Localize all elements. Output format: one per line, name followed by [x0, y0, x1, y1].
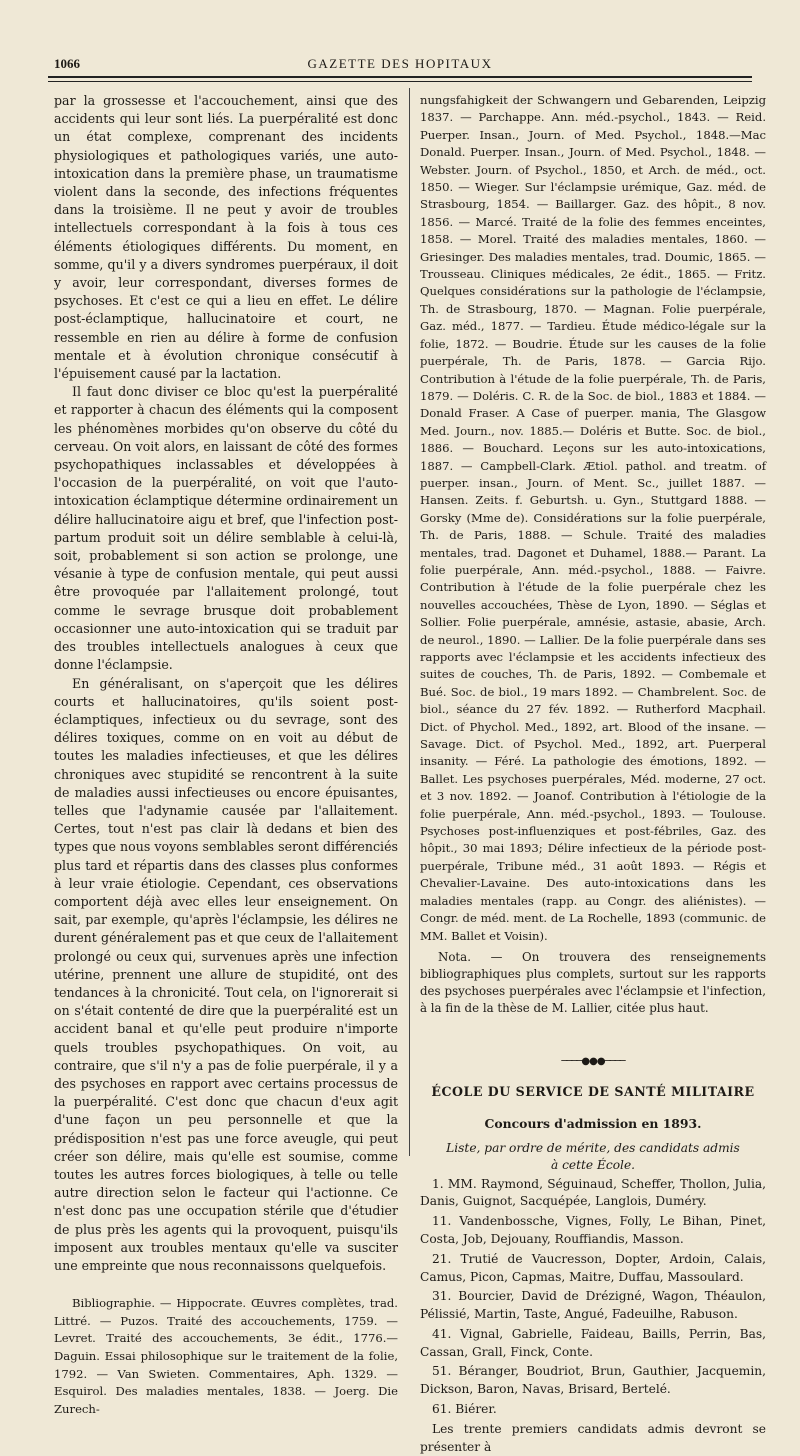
article-paragraph: Il faut donc diviser ce bloc qu'est la puerpéralité et rapporter à chacun des éléments qui la composent les phénomènes morbides qu'on observe du côté du cerveau. On voit alors, en laissant de côté des formes psychopathiques inclassables et développées à l'occasion de la puerpéralité, on voit que l'auto-intoxication éclamptique détermine ordinairement un délire hallucinatoire aigu et bref, que l'infection post-partum produit soit un délire semblable à celui-là, soit, probablement si son action se prolonge, une vésanie à type de confusion mentale, qui peut aussi être provoquée par l'allaitement prolongé, tout comme le sevrage brusque doit probablement occasionner une auto-intoxication qui se traduit par des troubles intellectuels analogues à ceux que donne l'éclampsie.	[54, 384, 398, 673]
ranking-item: 1. MM. Raymond, Séguinaud, Scheffer, Thollon, Julia, Danis, Guignot, Sacquépée, Langlois, Duméry.	[420, 1176, 766, 1209]
ranking-item: 51. Béranger, Boudriot, Brun, Gauthier, Jacquemin, Dickson, Baron, Navas, Brisard, Bertelé.	[420, 1364, 766, 1397]
page-header	[48, 56, 752, 78]
ranking-item: 41. Vignal, Gabrielle, Faideau, Baills, Perrin, Bas, Cassan, Grall, Finck, Conte.	[420, 1326, 766, 1359]
left-column	[54, 92, 398, 1418]
closing-text: Les trente premiers candidats admis devront se présenter à	[420, 1421, 766, 1454]
list-subtitle: à cette École.	[550, 1157, 636, 1172]
ranking-item: 11. Vandenbossche, Vignes, Folly, Le Bihan, Pinet, Costa, Job, Dejouany, Rouffiandis, Masson.	[420, 1214, 766, 1246]
subheading: Concours d'admission en 1893.	[484, 1116, 702, 1132]
bibliography: Bibliographie. — Hippocrate. Œuvres complètes, trad. Littré. — Puzos. Traité des accouchements, 1759. — Levret. Traité des accouchements, 3e édit., 1776.— Daguin. Essai philosophique sur le traitement de la folie, 1792. — Van Swieten. Commentaires, Aph. 1329. — Esquirol. Des maladies mentales, 1838. — Joerg. Die Zurech-	[54, 1296, 398, 1416]
ranking-item: 31. Bourcier, David de Drézigné, Wagon, Théaulon, Pélissié, Martin, Taste, Angué, Fadeuilhe, Rabuson.	[420, 1289, 766, 1322]
ranking-item: 21. Trutié de Vaucresson, Dopter, Ardoin, Calais, Camus, Picon, Capmas, Maitre, Duffau, Massoulard.	[420, 1251, 766, 1284]
ornamental-separator: ────●●●────	[561, 1055, 625, 1067]
journal-title: GAZETTE DES HOPITAUX	[307, 56, 493, 71]
section-title: ÉCOLE DU SERVICE DE SANTÉ MILITAIRE	[431, 1084, 755, 1100]
nota: Nota. — On trouvera des renseignements bibliographiques plus complets, surtout sur les rapports des psychoses puerpérales avec l'éclampsie et l'infection, à la fin de la thèse de M. Lallier, citée plus haut.	[420, 949, 766, 1015]
bibliography-continued: nungsfahigkeit der Schwangern und Gebarenden, Leipzig 1837. — Parchappe. Ann. méd.-psychol., 1843. — Reid. Puerper. Insan., Journ. of Med. Psychol., 1848.—Mac Donald. Puerper. Insan., Journ. of Med. Psychol., 1848. — Webster. Journ. of Psychol., 1850, et Arch. de méd., oct. 1850. — Wieger. Sur l'éclampsie urémique, Gaz. méd. de Strasbourg, 1854. — Baillarger. Gaz. des hôpit., 8 nov. 1856. — Marcé. Traité de la folie des femmes enceintes, 1858. — Morel. Traité des maladies mentales, 1860. — Griesinger. Des maladies mentales, trad. Doumic, 1865. — Trousseau. Cliniques médicales, 2e édit., 1865. — Fritz. Quelques considérations sur la pathologie de l'éclampsie, Th. de Strasbourg, 1870. — Magnan. Folie puerpérale, Gaz. méd., 1877. — Tardieu. Étude médico-légale sur la folie, 1872. — Boudrie. Étude sur les causes de la folie puerpérale, Th. de Paris, 1878. — Garcia Rijo. Contribution à l'étude de la folie puerpérale, Th. de Paris, 1879. — Doléris. C. R. de la Soc. de biol., 1883 et 1884. — Donald Fraser. A Case of puerper. mania, The Glasgow Med. Journ., nov. 1885.— Doléris et Butte. Soc. de biol., 1886. — Bouchard. Leçons sur les auto-intoxications, 1887. — Campbell-Clark. Ætiol. pathol. and treatm. of puerper. insan., Journ. of Ment. Sc., juillet 1887. — Hansen. Zeits. f. Geburtsh. u. Gyn., Stuttgard 1888. — Gorsky (Mme de). Considérations sur la folie puerpérale, Th. de Paris, 1888. — Schule. Traité des maladies mentales, trad. Dagonet et Duhamel, 1888.— Parant. La folie puerpérale, Ann. méd.-psychol., 1888. — Faivre. Contribution à l'étude de la folie puerpérale chez les nouvelles accouchées, Thèse de Lyon, 1890. — Séglas et Sollier. Folie puerpérale, amnésie, astasie, abasie, Arch. de neurol., 1890. — Lallier. De la folie puerpérale dans ses rapports avec l'éclampsie et les accidents infectieux des suites de couches, Th. de Paris, 1892. — Combemale et Bué. Soc. de biol., 19 mars 1892. — Chambrelent. Soc. de biol., séance du 27 fév. 1892. — Rutherford Macphail. Dict. of Phychol. Med., 1892, art. Blood of the insane. — Savage. Dict. of Psychol. Med., 1892, art. Puerperal insanity. — Féré. La pathologie des émotions, 1892. — Ballet. Les psychoses puerpérales, Méd. moderne, 27 oct. et 3 nov. 1892. — Joanof. Contribution à l'étiologie de la folie puerpérale, Ann. méd.-psychol., 1893. — Toulouse. Psychoses post-influenziques et post-fébriles, Gaz. des hôpit., 30 mai 1893; Délire infectieux de la période post-puerpérale, Tribune méd., 31 août 1893. — Régis et Chevalier-Lavaine. Des auto-intoxications dans les maladies mentales (rapp. au Congr. des aliénistes). — Congr. de méd. ment. de La Rochelle, 1893 (communic. de MM. Ballet et Voisin).	[420, 93, 766, 943]
page-number: 1066	[54, 56, 80, 71]
header-rule-thin	[48, 81, 752, 82]
list-subtitle: Liste, par ordre de mérite, des candidats admis	[446, 1140, 740, 1155]
ranking-item: 61. Biérer.	[432, 1402, 497, 1417]
right-column	[420, 92, 766, 1456]
header-rule	[48, 76, 752, 78]
column-divider	[409, 88, 410, 1156]
article-paragraph: En généralisant, on s'aperçoit que les délires courts et hallucinatoires, qu'ils soient post-éclamptiques, infectieux ou du sevrage, sont des délires toxiques, comme on en voit au début de toutes les maladies infectieuses, et que les délires chroniques avec stupidité se rencontrent à la suite de maladies aussi infectieuses ou encore épuisantes, telles que l'adynamie causée par l'allaitement. Certes, tout n'est pas clair là dedans et bien des types que nous voyons semblables seront différenciés plus tard et répartis dans des classes plus conformes à leur vraie étiologie. Cependant, ces observations comportent déjà avec elles leur enseignement. On sait, par exemple, qu'après l'éclampsie, les délires ne durent généralement pas et que ceux de l'allaitement prolongé ou ceux qui, survenues après une infection utérine, prennent une allure de stupidité, ont des tendances à la chronicité. Tout cela, on l'ignorerait si on s'était contenté de dire que la puerpéralité est un accident banal et qu'elle peut produire n'importe quels troubles psychopathiques. On voit, au contraire, que s'il n'y a pas de folie puerpérale, il y a des psychoses en rapport avec certains processus de la puerpéralité. C'est donc que chacun d'eux agit d'une façon un peu personnelle et que la prédisposition n'est pas une force aveugle, qui peut créer son délire, mais qu'elle est soumise, comme toutes les autres forces biologiques, à telle ou telle autre direction selon le facteur qui l'actionne. Ce n'est donc pas une occupation stérile que d'étudier de plus près les agents qui la provoquent, puisqu'ils imposent aux troubles mentaux qu'elle va susciter une empreinte que nous reconnaissons quelquefois.	[54, 675, 398, 1273]
article-paragraph: par la grossesse et l'accouchement, ainsi que des accidents qui leur sont liés. La puerpéralité est donc un état complexe, comprenant des incidents physiologiques et pathologiques variés, une auto-intoxication dans la première phase, un traumatisme violent dans la seconde, des infections fréquentes dans la troisième. Il ne peut y avoir de troubles intellectuels correspondant à la fois à tous ces éléments étiologiques différents. Du moment, en somme, qu'il y a divers syndromes puerpéraux, il doit y avoir, leur correspondant, diverses formes de psychoses. Et c'est ce qui a lieu en effet. Le délire post-éclamptique, hallucinatoire et court, ne ressemble en rien au délire à forme de confusion mentale et à évolution chronique consécutif à l'épuisement causé par la lactation.	[54, 93, 398, 382]
